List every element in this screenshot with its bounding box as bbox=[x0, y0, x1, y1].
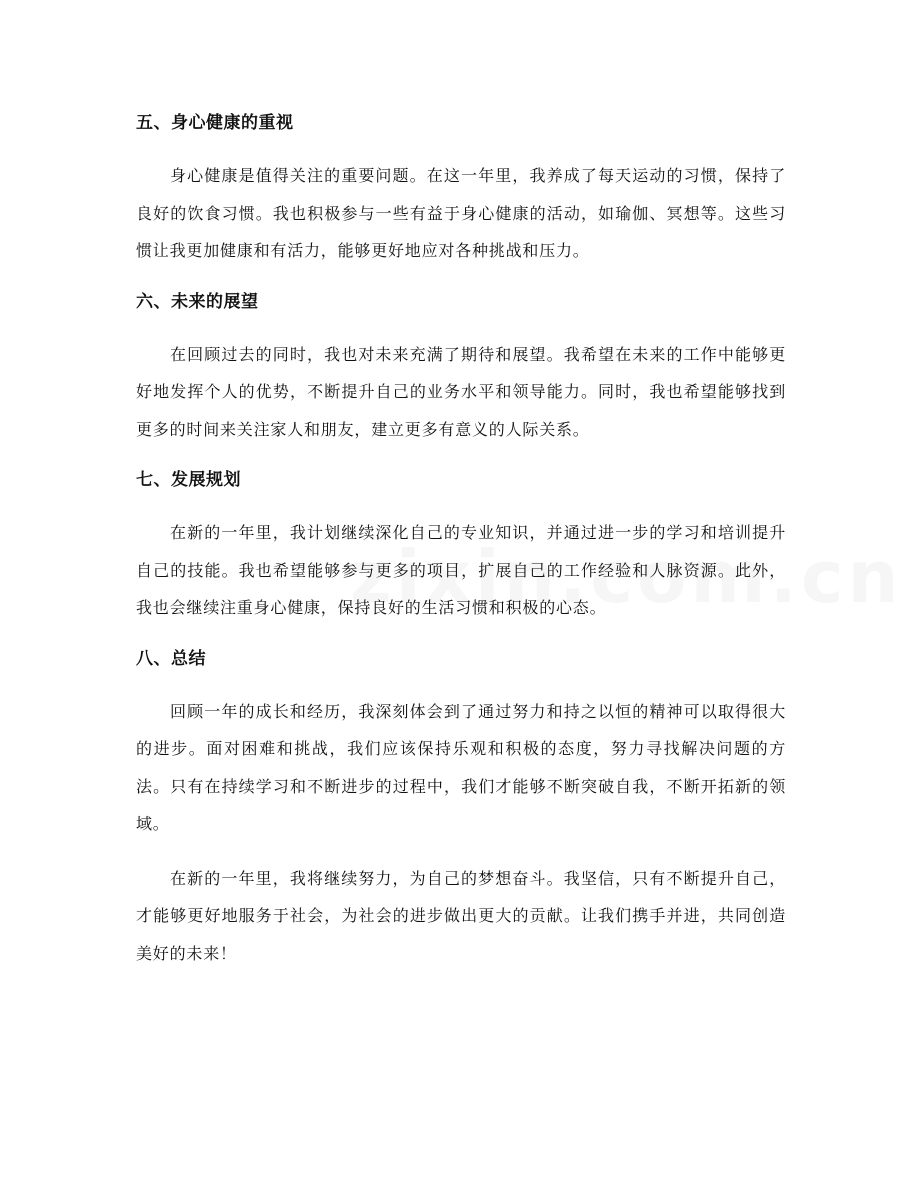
paragraph: 回顾一年的成长和经历，我深刻体会到了通过努力和持之以恒的精神可以取得很大的进步。面对困难和挑战，我们应该保持乐观和积极的态度，努力寻找解决问题的方法。只有在持续学习和不断进步的过程中，我们才能够不断突破自我，不断开拓新的领域。 bbox=[136, 701, 786, 833]
section-heading: 八、总结 bbox=[136, 648, 206, 669]
section-health bbox=[136, 108, 786, 270]
section-heading: 五、身心健康的重视 bbox=[136, 113, 294, 133]
paragraph: 在回顾过去的同时，我也对未来充满了期待和展望。我希望在未来的工作中能够更好地发挥个人的优势，不断提升自己的业务水平和领导能力。同时，我也希望能够找到更多的时间来关注家人和朋友，建立更多有意义的人际关系。 bbox=[136, 344, 786, 439]
document-body bbox=[136, 108, 786, 989]
paragraph: 身心健康是值得关注的重要问题。在这一年里，我养成了每天运动的习惯，保持了良好的饮食习惯。我也积极参与一些有益于身心健康的活动，如瑜伽、冥想等。这些习惯让我更加健康和有活力，能够更好地应对各种挑战和压力。 bbox=[136, 166, 786, 260]
section-heading: 七、发展规划 bbox=[136, 470, 241, 490]
paragraph: 在新的一年里，我计划继续深化自己的专业知识，并通过进一步的学习和培训提升自己的技能。我也希望能够参与更多的项目，扩展自己的工作经验和人脉资源。此外，我也会继续注重身心健康，保持良好的生活习惯和积极的心态。 bbox=[136, 523, 786, 617]
section-summary bbox=[136, 644, 786, 973]
paragraph: 在新的一年里，我将继续努力，为自己的梦想奋斗。我坚信，只有不断提升自己，才能够更好地服务于社会，为社会的进步做出更大的贡献。让我们携手并进，共同创造美好的未来！ bbox=[136, 868, 786, 963]
section-development-plan bbox=[136, 465, 786, 627]
section-heading: 六、未来的展望 bbox=[136, 291, 259, 312]
section-outlook bbox=[136, 287, 786, 449]
